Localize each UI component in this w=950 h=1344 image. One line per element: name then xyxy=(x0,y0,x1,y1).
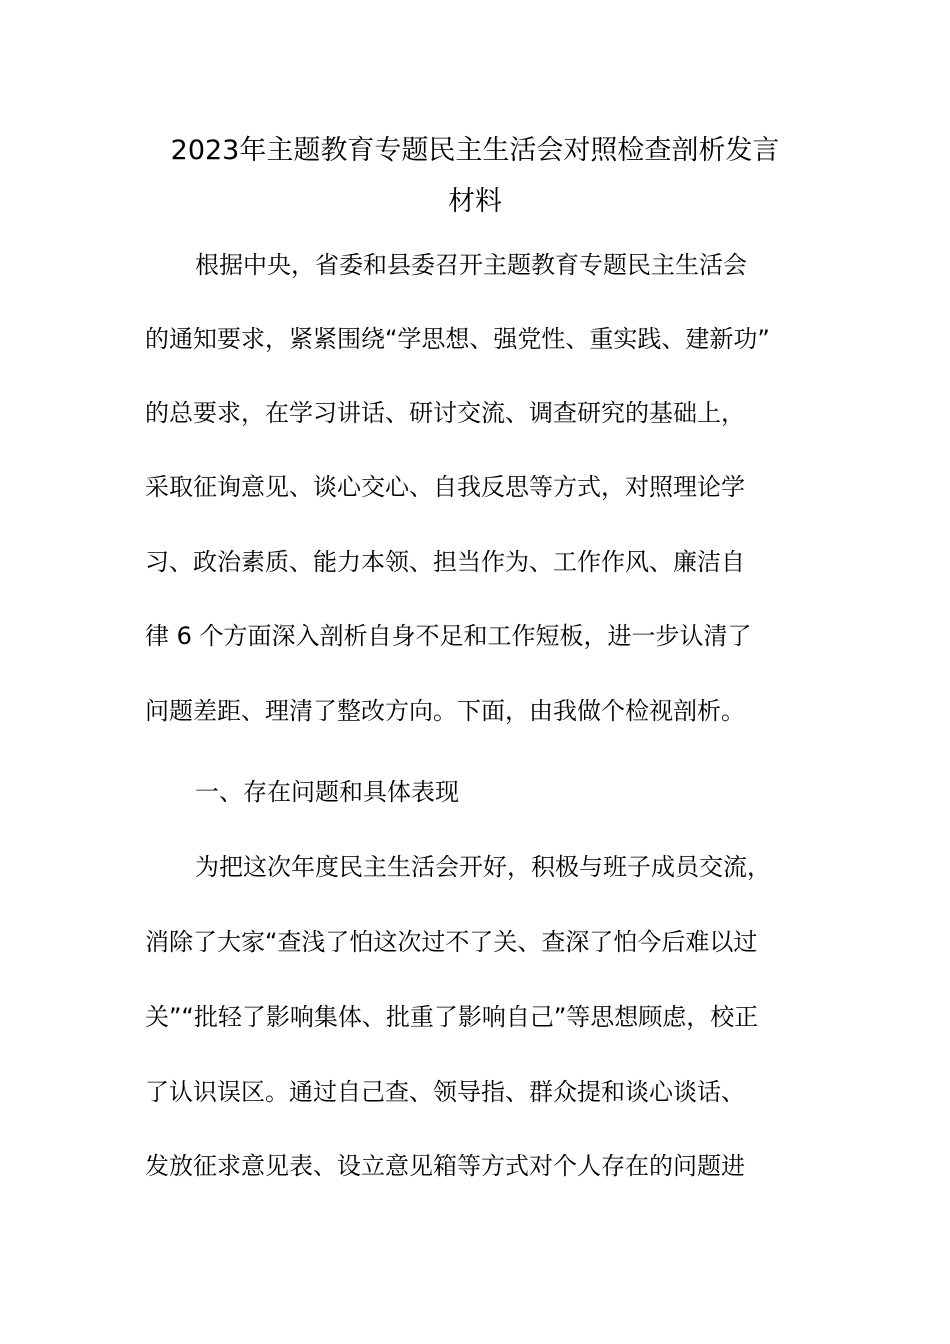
paragraph-line: 问题差距、理清了整改方向。下面，由我做个检视剖析。 xyxy=(145,697,745,725)
paragraph-line: 律 6 个方面深入剖析自身不足和工作短板，进一步认清了 xyxy=(145,622,752,650)
paragraph-line: 了认识误区。通过自己查、领导指、群众提和谈心谈话、 xyxy=(145,1078,745,1106)
section-heading: 一、存在问题和具体表现 xyxy=(195,778,459,806)
paragraph-line: 的总要求，在学习讲话、研讨交流、调查研究的基础上， xyxy=(145,399,745,427)
paragraph-line: 为把这次年度民主生活会开好，积极与班子成员交流， xyxy=(195,853,771,881)
paragraph-line: 关”“批轻了影响集体、批重了影响自己”等思想顾虑，校正 xyxy=(145,1003,759,1031)
document-title-line-2: 材料 xyxy=(448,186,502,217)
paragraph-line: 消除了大家“查浅了怕这次过不了关、查深了怕今后难以过 xyxy=(145,928,758,956)
paragraph-line: 采取征询意见、谈心交心、自我反思等方式，对照理论学 xyxy=(145,473,745,501)
paragraph-line: 发放征求意见表、设立意见箱等方式对个人存在的问题进 xyxy=(145,1152,745,1180)
paragraph-line: 习、政治素质、能力本领、担当作为、工作作风、廉洁自 xyxy=(145,548,745,576)
paragraph-line: 的通知要求，紧紧围绕“学思想、强党性、重实践、建新功” xyxy=(145,325,770,353)
document-title-line-1: 2023年主题教育专题民主生活会对照检查剖析发言 xyxy=(170,135,780,166)
paragraph-line: 根据中央，省委和县委召开主题教育专题民主生活会 xyxy=(195,251,747,279)
